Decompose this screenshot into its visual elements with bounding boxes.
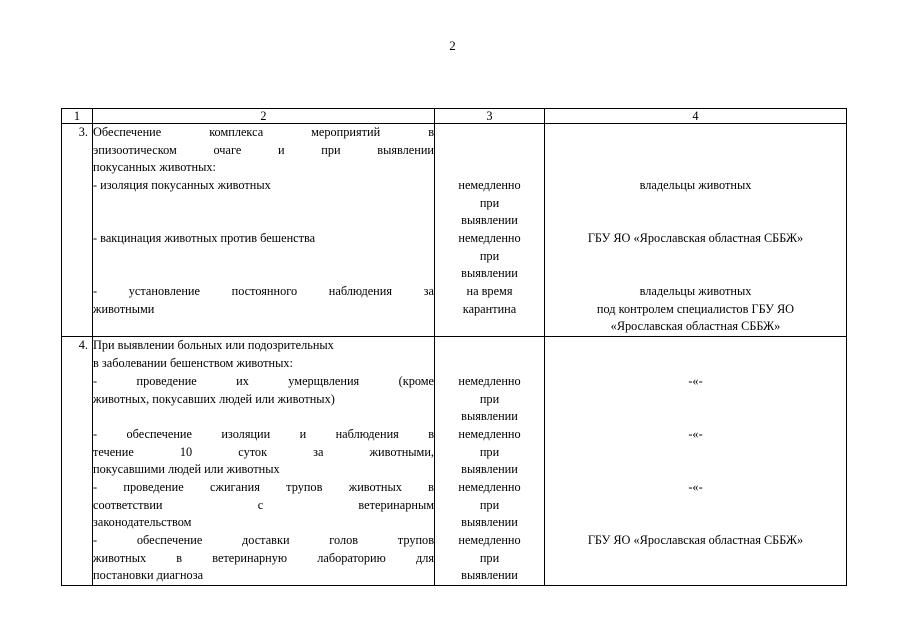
- responsible-item: ГБУ ЯО «Ярославская областная СББЖ»: [587, 533, 804, 547]
- timing-item: немедленно при выявлении: [458, 374, 521, 424]
- responsible-item: владельцы животных под контролем специалистов ГБУ ЯО «Ярославская областная СББЖ»: [596, 284, 795, 334]
- responsible-cell: [545, 337, 847, 586]
- column-header: 2: [93, 109, 435, 124]
- column-header: 4: [545, 109, 847, 124]
- measure-item: - вакцинация животных против бешенства: [93, 231, 316, 245]
- column-header: 1: [62, 109, 93, 124]
- table-header-row: [62, 109, 847, 124]
- section-intro: Обеспечение комплекса мероприятий в эпизоотическом очаге и при выявлении покусанных животных:: [93, 125, 434, 175]
- responsible-item: -«-: [688, 480, 703, 494]
- timing-item: немедленно при выявлении: [458, 533, 521, 583]
- section-intro: При выявлении больных или подозрительных в заболевании бешенством животных:: [93, 338, 334, 370]
- measure-cell: [93, 337, 435, 586]
- measure-item: - обеспечение изоляции и наблюдения в течение 10 суток за животными, покусавшими людей или животных: [93, 427, 434, 477]
- table-row: [62, 124, 847, 337]
- measure-item: - проведение сжигания трупов животных в соответствии с ветеринарным законодательством: [93, 480, 434, 530]
- timing-cell: [435, 337, 545, 586]
- row-number: 3.: [62, 124, 93, 337]
- timing-item: немедленно при выявлении: [458, 427, 521, 477]
- column-header: 3: [435, 109, 545, 124]
- timing-item: немедленно при выявлении: [458, 178, 521, 228]
- timing-item: немедленно при выявлении: [458, 480, 521, 530]
- timing-item: на время карантина: [462, 284, 517, 316]
- measure-item: - проведение их умерщвления (кроме животных, покусавших людей или животных): [93, 374, 434, 406]
- timing-cell: [435, 124, 545, 337]
- table-row: [62, 337, 847, 586]
- page-number: 2: [449, 38, 456, 53]
- measure-item: - установление постоянного наблюдения за животными: [93, 284, 434, 316]
- responsible-item: -«-: [688, 374, 703, 388]
- measures-table: [61, 108, 847, 586]
- responsible-item: владельцы животных: [639, 178, 752, 192]
- responsible-cell: [545, 124, 847, 337]
- measure-item: - обеспечение доставки голов трупов животных в ветеринарную лабораторию для постановки диагноза: [93, 533, 434, 583]
- measure-item: - изоляция покусанных животных: [93, 178, 271, 192]
- responsible-item: -«-: [688, 427, 703, 441]
- row-number: 4.: [62, 337, 93, 586]
- measure-cell: [93, 124, 435, 337]
- timing-item: немедленно при выявлении: [458, 231, 521, 281]
- responsible-item: ГБУ ЯО «Ярославская областная СББЖ»: [587, 231, 804, 245]
